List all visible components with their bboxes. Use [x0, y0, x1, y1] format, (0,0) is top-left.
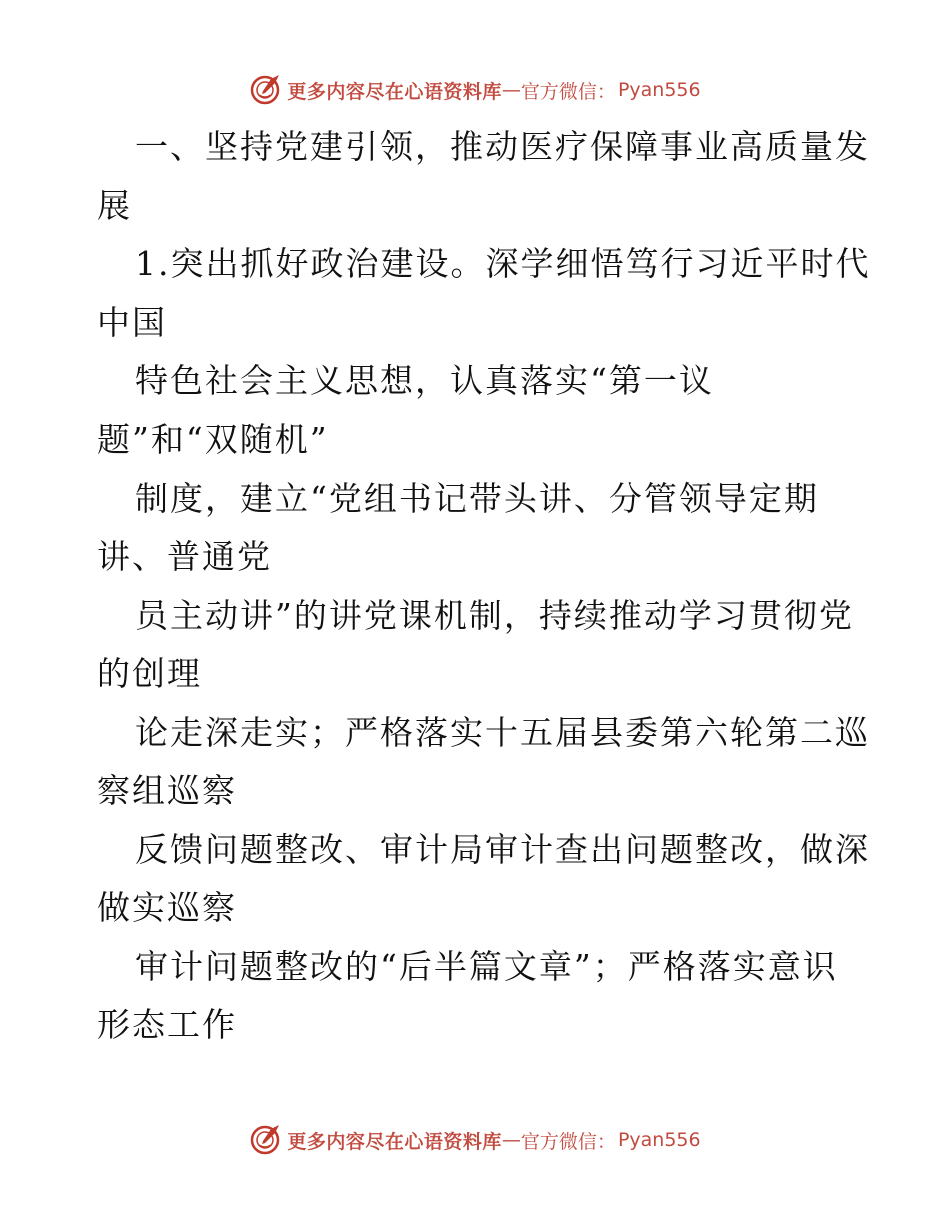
text-line: 中国 [97, 303, 167, 342]
text-line: 察组巡察 [97, 771, 237, 810]
text-line: 形态工作 [97, 1005, 237, 1044]
watermark-dash: — [501, 1129, 521, 1151]
text-line: 反馈问题整改、审计局审计查出问题整改，做深 [135, 830, 870, 869]
watermark-official-label: 官方微信 [520, 1130, 597, 1153]
header-watermark [0, 70, 950, 110]
text-line: 的创理 [97, 654, 202, 693]
text-line: 展 [97, 186, 132, 225]
watermark-wechat-id: Pyan556 [617, 1129, 701, 1151]
text-line: 审计问题整改的“后半篇文章”；严格落实意识 [135, 947, 838, 986]
text-line: 1.突出抓好政治建设。深学细悟笃行习近平时代 [135, 244, 871, 283]
watermark-official-label: 官方微信 [520, 80, 597, 103]
watermark-main-text: 更多内容尽在心语资料库 [287, 80, 502, 103]
text-line: 做实巡察 [97, 888, 237, 927]
text-line: 员主动讲”的讲党课机制，持续推动学习贯彻党 [135, 596, 854, 635]
text-line: 特色社会主义思想，认真落实“第一议 [135, 361, 714, 400]
watermark-separator: ： [596, 1130, 616, 1153]
text-line: 论走深走实；严格落实十五届县委第六轮第二巡 [135, 713, 870, 752]
text-line: 题”和“双随机” [97, 420, 329, 459]
pen-logo-icon [249, 73, 283, 107]
text-line: 讲、普通党 [97, 537, 272, 576]
footer-watermark [0, 1120, 950, 1160]
watermark-main-text: 更多内容尽在心语资料库 [287, 1130, 502, 1153]
section-heading: 一、坚持党建引领，推动医疗保障事业高质量发 [135, 127, 870, 166]
text-line: 制度，建立“党组书记带头讲、分管领导定期 [135, 479, 819, 518]
watermark-separator: ： [596, 80, 616, 103]
watermark-dash: — [501, 79, 521, 101]
pen-logo-icon [249, 1123, 283, 1157]
watermark-wechat-id: Pyan556 [617, 79, 701, 101]
